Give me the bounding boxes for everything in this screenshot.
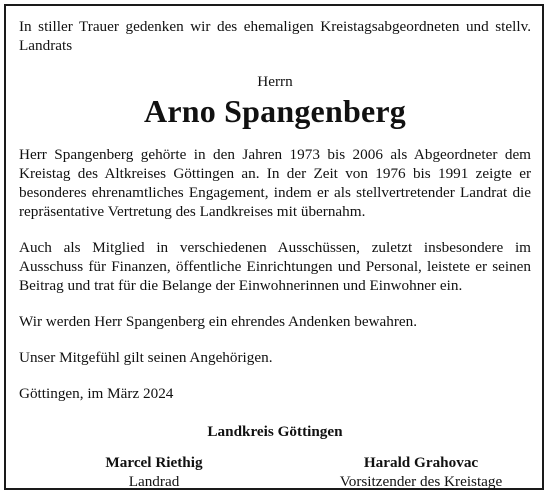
- obituary-notice: [19, 17, 531, 491]
- salutation: Herrn: [257, 73, 293, 90]
- signatory-title: Vorsitzender des Kreistage: [339, 473, 503, 490]
- paragraph-remembrance: Wir werden Herr Spangenberg ein ehrendes Andenken bewahren.: [19, 313, 418, 330]
- signatory-name: Marcel Riethig: [105, 454, 203, 471]
- signatures: [19, 453, 531, 491]
- organization-name: Landkreis Göttingen: [207, 423, 343, 440]
- place-date: Göttingen, im März 2024: [19, 385, 174, 402]
- intro-text: In stiller Trauer gedenken wir des ehemaligen Kreistagsabgeordneten und stellv. Landrats: [19, 18, 531, 54]
- signatory-title: Landrad: [128, 473, 180, 490]
- signatory-left: [69, 453, 239, 491]
- signatory-right: [311, 453, 531, 491]
- deceased-name: Arno Spangenberg: [144, 93, 406, 129]
- paragraph-committees: Auch als Mitglied in verschiedenen Ausschüssen, zuletzt insbesondere im Ausschuss für Finanzen, öffentliche Einrichtungen und Personal, leistete er seinen Beitrag und trat für die Belange der Einwohnerinnen und Einwohner ein.: [19, 239, 531, 294]
- paragraph-career: Herr Spangenberg gehörte in den Jahren 1973 bis 2006 als Abgeordneter dem Kreistag des Altkreises Göttingen an. In der Zeit von 1976 bis 1991 zeigte er besonderes ehrenamtliches Engagement, indem er als stellvertretender Landrat die repräsentative Vertretung des Landkreises mit übernahm.: [19, 146, 531, 220]
- paragraph-condolence: Unser Mitgefühl gilt seinen Angehörigen.: [19, 349, 273, 366]
- signatory-name: Harald Grahovac: [363, 454, 479, 471]
